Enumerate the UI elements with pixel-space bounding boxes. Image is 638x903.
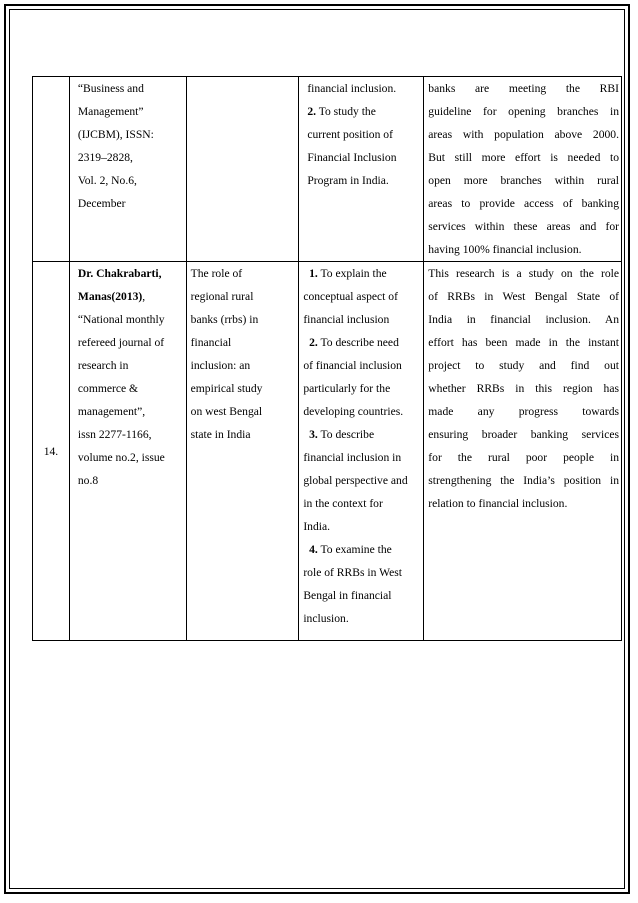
title-line: The role of xyxy=(190,267,243,280)
objective-line: conceptual aspect of xyxy=(303,290,398,303)
journal-line: volume no.2, issue xyxy=(77,451,165,464)
title-line: on west Bengal xyxy=(190,405,263,418)
objective-line: inclusion. xyxy=(303,612,349,625)
findings-line: This research is a study on the role xyxy=(428,267,619,280)
title-line: inclusion: an xyxy=(190,359,251,372)
title-line: regional rural xyxy=(190,290,254,303)
findings-line: services within these areas and for xyxy=(428,220,619,233)
findings-line-last: having 100% financial inclusion. xyxy=(428,243,582,256)
findings-line: ensuring broader banking services xyxy=(428,428,619,441)
title-line: financial xyxy=(190,336,232,349)
journal-line: refereed journal of xyxy=(77,336,165,349)
objective-line: role of RRBs in West xyxy=(303,566,403,579)
findings-cell xyxy=(424,262,622,641)
title-line: banks (rrbs) in xyxy=(190,313,259,326)
findings-line: open more branches within rural xyxy=(428,174,619,187)
objective-line: 3. To describe xyxy=(309,428,375,441)
journal-line: “Business and xyxy=(77,82,144,95)
findings-line: guideline for opening branches in xyxy=(428,105,619,118)
journal-line: Management” xyxy=(77,105,144,118)
objective-line: Program in India. xyxy=(307,174,389,187)
findings-line-last: relation to financial inclusion. xyxy=(428,497,568,510)
objective-line: of financial inclusion xyxy=(303,359,402,372)
objective-line: 2. To study the xyxy=(307,105,376,118)
objective-line: global perspective and xyxy=(303,474,408,487)
objective-line: India. xyxy=(303,520,331,533)
literature-review-table xyxy=(32,76,622,641)
objective-line: 2. To describe need xyxy=(309,336,399,349)
findings-line: whether RRBs in this region has xyxy=(428,382,619,395)
journal-cell xyxy=(69,262,186,641)
objective-line: current position of xyxy=(307,128,393,141)
journal-line: commerce & xyxy=(77,382,139,395)
serial-number-cell: 14. xyxy=(33,262,70,641)
journal-line: issn 2277-1166, xyxy=(77,428,152,441)
objective-line: Financial Inclusion xyxy=(307,151,397,164)
objectives-cell xyxy=(299,77,424,262)
findings-line: areas with population above 2000. xyxy=(428,128,619,141)
author-name: Manas(2013), xyxy=(77,290,146,303)
findings-cell xyxy=(424,77,622,262)
journal-line: management”, xyxy=(77,405,146,418)
title-line: state in India xyxy=(190,428,251,441)
table-row xyxy=(33,77,622,262)
findings-line: of RRBs in West Bengal State of xyxy=(428,290,619,303)
objective-line: financial inclusion in xyxy=(303,451,402,464)
author-name: Dr. Chakrabarti, xyxy=(77,267,162,280)
findings-line: areas to provide access of banking xyxy=(428,197,619,210)
objective-line: 4. To examine the xyxy=(309,543,392,556)
objective-line: Bengal in financial xyxy=(303,589,392,602)
findings-line: made any progress towards xyxy=(428,405,619,418)
objectives-cell xyxy=(299,262,424,641)
table-row xyxy=(33,262,622,641)
title-line: empirical study xyxy=(190,382,263,395)
journal-line: research in xyxy=(77,359,129,372)
title-cell xyxy=(186,262,299,641)
objective-line: in the context for xyxy=(303,497,383,510)
journal-line: December xyxy=(77,197,126,210)
journal-cell xyxy=(69,77,186,262)
journal-line: “National monthly xyxy=(77,313,165,326)
objective-line: 1. To explain the xyxy=(309,267,387,280)
findings-line: India in financial inclusion. An xyxy=(428,313,619,326)
journal-line: 2319–2828, xyxy=(77,151,133,164)
findings-line: project to study and find out xyxy=(428,359,619,372)
serial-number-cell xyxy=(33,77,70,262)
objective-line: developing countries. xyxy=(303,405,404,418)
findings-line: effort has been made in the instant xyxy=(428,336,619,349)
journal-line: Vol. 2, No.6, xyxy=(77,174,137,187)
findings-line: for the rural poor people in xyxy=(428,451,619,464)
journal-line: no.8 xyxy=(77,474,99,487)
objective-line: particularly for the xyxy=(303,382,391,395)
title-cell xyxy=(186,77,299,262)
findings-line: strengthening the India’s position in xyxy=(428,474,619,487)
objective-line: financial inclusion xyxy=(303,313,390,326)
findings-line: But still more effort is needed to xyxy=(428,151,619,164)
findings-line: banks are meeting the RBI xyxy=(428,82,619,95)
objective-line: financial inclusion. xyxy=(307,82,397,95)
journal-line: (IJCBM), ISSN: xyxy=(77,128,154,141)
